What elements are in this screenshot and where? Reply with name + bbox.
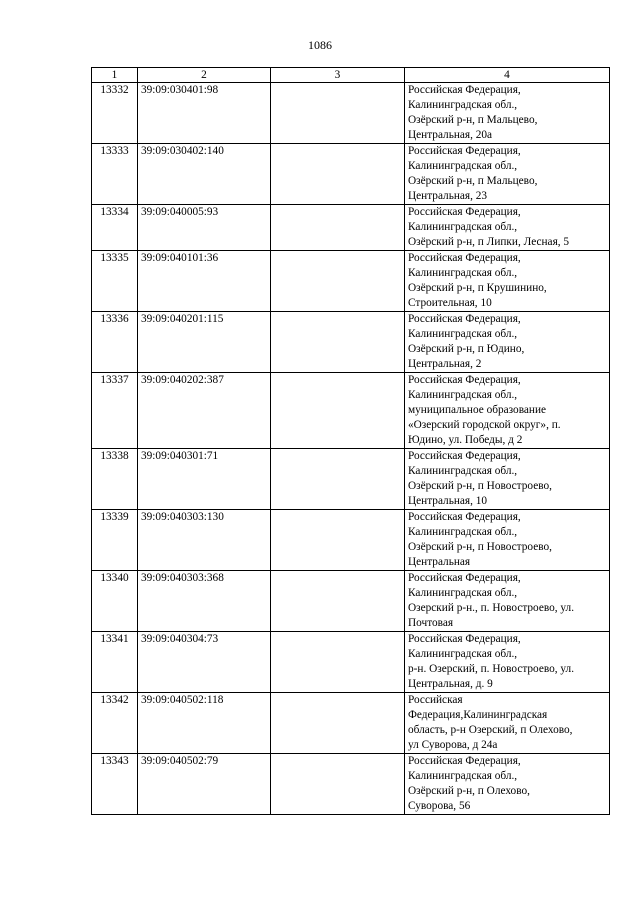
address-line: Строительная, 10 [408, 297, 492, 309]
address-cell [405, 754, 610, 815]
table-body [92, 83, 610, 815]
cadastral-number: 39:09:030402:140 [138, 144, 271, 205]
table-row [92, 144, 610, 205]
address-line: Российская [408, 694, 463, 706]
column-3-cell [271, 571, 405, 632]
address-line: Озерский р-н., п. Новостроево, ул. [408, 602, 575, 614]
table-row [92, 312, 610, 373]
cadastral-number: 39:09:040502:118 [138, 693, 271, 754]
address-line: Российская Федерация, [408, 313, 521, 325]
address-line: Центральная, 2 [408, 358, 482, 370]
address-line: Калининградская обл., [408, 770, 518, 782]
table-row [92, 632, 610, 693]
address-line: Центральная, д. 9 [408, 678, 493, 690]
column-3-cell [271, 754, 405, 815]
column-header-3: 3 [271, 68, 405, 83]
address-line: Озёрский р-н, п Мальцево, [408, 175, 538, 187]
address-cell [405, 312, 610, 373]
address-line: муниципальное образование [408, 404, 547, 416]
address-line: Калининградская обл., [408, 526, 518, 538]
address-line: Озёрский р-н, п Олехово, [408, 785, 530, 797]
address-line: Центральная, 10 [408, 495, 488, 507]
table-row [92, 251, 610, 312]
address-line: область, р-н Озерский, п Олехово, [408, 724, 573, 736]
row-number: 13341 [92, 632, 138, 693]
table-header [92, 68, 610, 83]
address-line: «Озерский городской округ», п. [408, 419, 561, 431]
address-cell [405, 144, 610, 205]
cadastral-number: 39:09:040005:93 [138, 205, 271, 251]
address-line: р-н. Озерский, п. Новостроево, ул. [408, 663, 575, 675]
address-cell [405, 632, 610, 693]
cadastral-number: 39:09:040301:71 [138, 449, 271, 510]
row-number: 13340 [92, 571, 138, 632]
address-cell [405, 373, 610, 449]
address-line: Калининградская обл., [408, 160, 518, 172]
cadastral-number: 39:09:040304:73 [138, 632, 271, 693]
table-row [92, 510, 610, 571]
address-line: Озёрский р-н, п Новостроево, [408, 541, 552, 553]
address-line: Российская Федерация, [408, 145, 521, 157]
registry-table [91, 67, 610, 815]
address-line: Озёрский р-н, п Юдино, [408, 343, 525, 355]
address-line: Российская Федерация, [408, 511, 521, 523]
address-line: Озёрский р-н, п Мальцево, [408, 114, 538, 126]
row-number: 13333 [92, 144, 138, 205]
address-line: Центральная, 23 [408, 190, 488, 202]
row-number: 13342 [92, 693, 138, 754]
table-row [92, 373, 610, 449]
address-line: Суворова, 56 [408, 800, 471, 812]
column-3-cell [271, 632, 405, 693]
table-row [92, 571, 610, 632]
column-header-1: 1 [92, 68, 138, 83]
cadastral-number: 39:09:040303:130 [138, 510, 271, 571]
address-line: Калининградская обл., [408, 267, 518, 279]
address-line: Российская Федерация, [408, 755, 521, 767]
cadastral-number: 39:09:040101:36 [138, 251, 271, 312]
row-number: 13332 [92, 83, 138, 144]
table-row [92, 205, 610, 251]
column-header-4: 4 [405, 68, 610, 83]
cadastral-number: 39:09:040502:79 [138, 754, 271, 815]
address-line: Юдино, ул. Победы, д 2 [408, 434, 523, 446]
address-line: ул Суворова, д 24а [408, 739, 498, 751]
row-number: 13335 [92, 251, 138, 312]
address-line: Калининградская обл., [408, 648, 518, 660]
address-cell [405, 510, 610, 571]
address-line: Центральная, 20а [408, 129, 493, 141]
address-line: Озёрский р-н, п Новостроево, [408, 480, 552, 492]
address-line: Российская Федерация, [408, 450, 521, 462]
address-line: Российская Федерация, [408, 252, 521, 264]
address-cell [405, 449, 610, 510]
address-cell [405, 251, 610, 312]
column-3-cell [271, 312, 405, 373]
row-number: 13337 [92, 373, 138, 449]
row-number: 13334 [92, 205, 138, 251]
address-cell [405, 83, 610, 144]
table-row [92, 754, 610, 815]
address-cell [405, 205, 610, 251]
column-3-cell [271, 449, 405, 510]
address-line: Озёрский р-н, п Липки, Лесная, 5 [408, 236, 570, 248]
address-line: Российская Федерация, [408, 374, 521, 386]
header-row [92, 68, 610, 83]
address-line: Федерация,Калининградская [408, 709, 548, 721]
address-line: Российская Федерация, [408, 572, 521, 584]
row-number: 13338 [92, 449, 138, 510]
address-line: Озёрский р-н, п Крушинино, [408, 282, 547, 294]
row-number: 13343 [92, 754, 138, 815]
address-line: Калининградская обл., [408, 465, 518, 477]
column-3-cell [271, 373, 405, 449]
column-3-cell [271, 83, 405, 144]
column-3-cell [271, 205, 405, 251]
cadastral-number: 39:09:040303:368 [138, 571, 271, 632]
column-3-cell [271, 510, 405, 571]
table-row [92, 693, 610, 754]
address-line: Российская Федерация, [408, 84, 521, 96]
row-number: 13336 [92, 312, 138, 373]
address-line: Калининградская обл., [408, 328, 518, 340]
address-line: Калининградская обл., [408, 587, 518, 599]
table-row [92, 83, 610, 144]
column-3-cell [271, 693, 405, 754]
cadastral-number: 39:09:030401:98 [138, 83, 271, 144]
cadastral-number: 39:09:040202:387 [138, 373, 271, 449]
table-row [92, 449, 610, 510]
address-line: Почтовая [408, 617, 454, 629]
column-3-cell [271, 251, 405, 312]
column-3-cell [271, 144, 405, 205]
address-cell [405, 571, 610, 632]
page-number: 1086 [308, 38, 332, 52]
cadastral-number: 39:09:040201:115 [138, 312, 271, 373]
column-header-2: 2 [138, 68, 271, 83]
address-line: Калининградская обл., [408, 221, 518, 233]
address-line: Центральная [408, 556, 471, 568]
row-number: 13339 [92, 510, 138, 571]
address-line: Калининградская обл., [408, 389, 518, 401]
address-line: Российская Федерация, [408, 206, 521, 218]
address-line: Российская Федерация, [408, 633, 521, 645]
address-line: Калининградская обл., [408, 99, 518, 111]
address-cell [405, 693, 610, 754]
